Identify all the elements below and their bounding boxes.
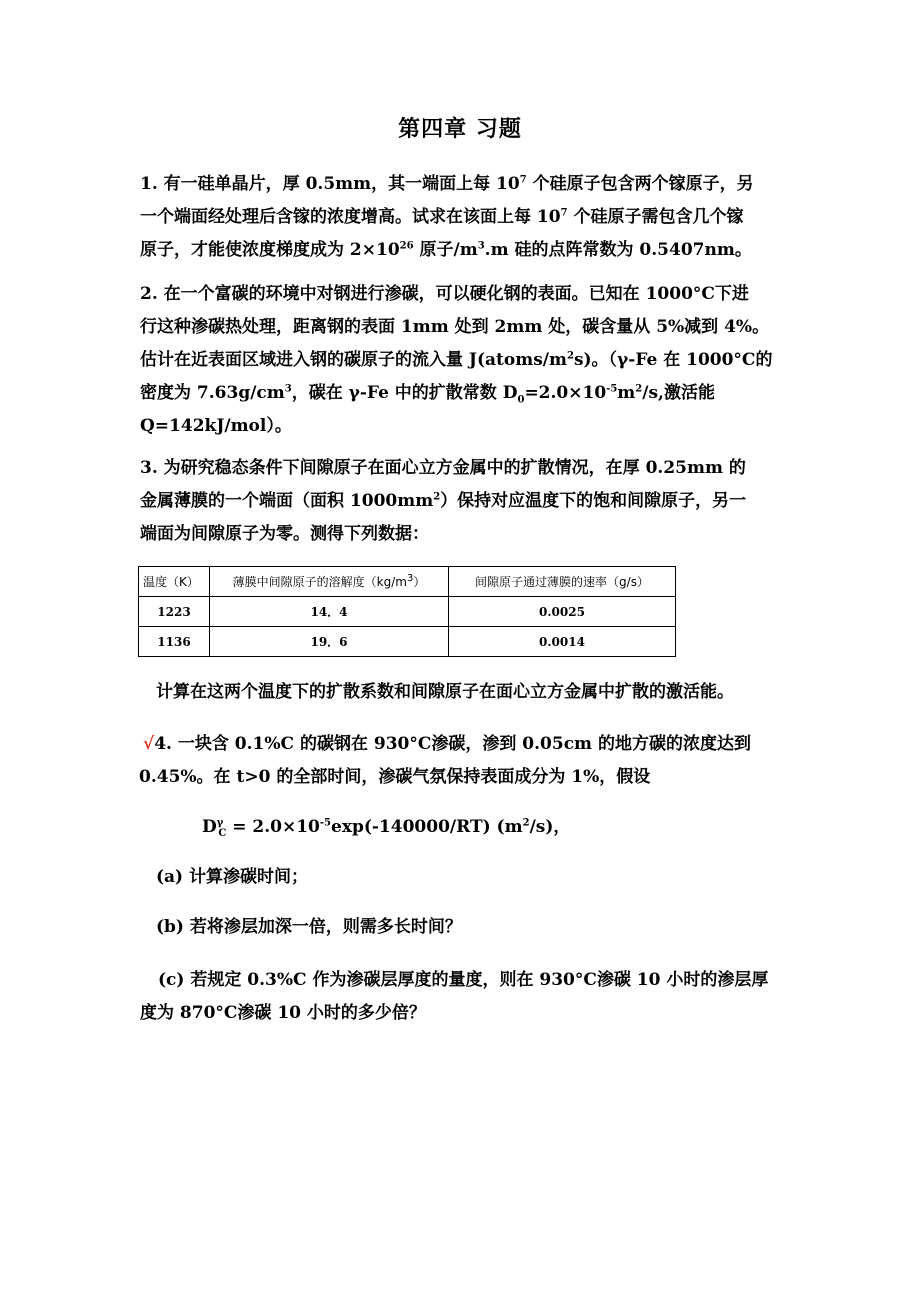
cell-rate: 0.0025 bbox=[449, 597, 676, 627]
diffusion-formula: $D^\gamma_C = 2.0\times 10^{-5}\exp(-140000/RT)$ $(m^2/s)$， bbox=[202, 817, 571, 840]
cell-temperature: 1223 bbox=[139, 597, 210, 627]
question-1: 1. 有一硅单晶片，厚 0.5mm，其一端面上每 $10^7$ 个硅原子包含两个镓原子，另 一个端面经处理后含镓的浓度增高。试求在该面上每 $10^7$ 个硅原子需包含几个镓 原子，才能使浓度梯度成为 $2\times 10^{26}$ 原子$/m^3.m$ 硅的点阵常数为 0.5407nm。 bbox=[140, 174, 754, 260]
question-4b: (b) 若将渗层加深一倍，则需多长时间？ bbox=[156, 917, 462, 937]
table-row bbox=[139, 627, 676, 657]
page-title: 第四章 习题 bbox=[398, 116, 522, 142]
question-4c: (c) 若规定 0.3%C 作为渗碳层厚度的量度，则在 930°C渗碳 10 小时的渗层厚 度为 870°C渗碳 10 小时的多少倍？ bbox=[140, 970, 769, 1023]
question-3: 3. 为研究稳态条件下间隙原子在面心立方金属中的扩散情况，在厚 0.25mm 的 金属薄膜的一个端面（面积 $1000mm^2$）保持对应温度下的饱和间隙原子，另一 端面为间隙原子为零。测得下列数据： bbox=[140, 458, 747, 544]
table-row bbox=[139, 597, 676, 627]
cell-solubility: 14．4 bbox=[210, 597, 449, 627]
header-rate: 间隙原子通过薄膜的速率（g/s） bbox=[449, 567, 676, 597]
question-3-task: 计算在这两个温度下的扩散系数和间隙原子在面心立方金属中扩散的激活能。 bbox=[156, 682, 734, 702]
check-mark: √ bbox=[143, 734, 155, 754]
table-header-row bbox=[139, 567, 676, 597]
header-temperature: 温度（K） bbox=[139, 567, 210, 597]
question-2: 2. 在一个富碳的环境中对钢进行渗碳，可以硬化钢的表面。已知在 1000°C下进 行这种渗碳热处理，距离钢的表面 1mm 处到 2mm 处，碳含量从 5%减到 4%。 估计在近表面区域进入钢的碳原子的流入量 $J(atoms/m^2s)$。（γ-Fe 在 1000°C的 密度为 $7.63g/cm^3$，碳在 γ-Fe 中的扩散常数 $D_0=2.0\times 10^{-5}m^2/s$,激活能 Q=142kJ/mol）。 bbox=[140, 284, 773, 436]
cell-rate: 0.0014 bbox=[449, 627, 676, 657]
question-4a: (a) 计算渗碳时间； bbox=[156, 867, 309, 887]
diffusion-data-table bbox=[138, 566, 676, 657]
question-4: √4. 一块含 0.1%C 的碳钢在 930°C渗碳，渗到 0.05cm 的地方碳的浓度达到 0.45%。在 t>0 的全部时间，渗碳气氛保持表面成分为 1%，假设 bbox=[139, 734, 751, 787]
cell-solubility: 19．6 bbox=[210, 627, 449, 657]
header-solubility: 薄膜中间隙原子的溶解度$(kg/m^3)$ bbox=[210, 567, 449, 597]
cell-temperature: 1136 bbox=[139, 627, 210, 657]
